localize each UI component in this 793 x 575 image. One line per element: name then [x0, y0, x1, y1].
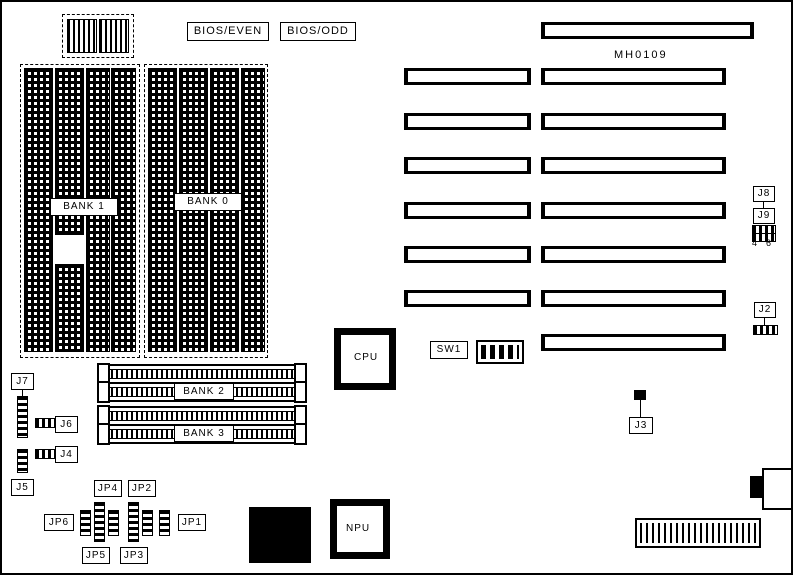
j6-pin-header [35, 418, 55, 428]
expansion-slot-6a [404, 246, 531, 263]
expansion-slot-5a [404, 202, 531, 219]
label-j2: J2 [754, 302, 776, 318]
label-npu: NPU [346, 523, 371, 534]
expansion-slot-4a [404, 157, 531, 174]
expansion-slot-8 [541, 334, 726, 351]
label-jp3: JP3 [120, 547, 148, 564]
expansion-slot-3a [404, 113, 531, 130]
j2-pin-header [753, 325, 778, 335]
jp5-pin-header [94, 502, 105, 542]
label-jp5: JP5 [82, 547, 110, 564]
label-jp1: JP1 [178, 514, 206, 531]
expansion-slot-7a [404, 290, 531, 307]
jp3-pin-header [128, 502, 139, 542]
expansion-slot-7b [541, 290, 726, 307]
jp4-pin-header [108, 510, 119, 536]
bank0-chip-col-4 [241, 68, 265, 352]
expansion-slot-4b [541, 157, 726, 174]
bios-socket-even-top [67, 19, 97, 53]
bank1-chip-col-1 [24, 68, 53, 352]
label-bios-odd: BIOS/ODD [280, 22, 356, 41]
bios-socket-odd-top [99, 19, 129, 53]
label-j6: J6 [55, 416, 78, 433]
label-j3: J3 [629, 417, 653, 434]
label-jp4: JP4 [94, 480, 122, 497]
label-bank3: BANK 3 [174, 425, 234, 442]
j3-pin-pair [634, 390, 646, 400]
label-bios-even: BIOS/EVEN [187, 22, 269, 41]
bank1-chip-col-2b [55, 264, 84, 352]
chipset-ic [249, 507, 311, 563]
label-j4: J4 [55, 446, 78, 463]
expansion-slot-2a [404, 68, 531, 85]
bank0-chip-col-1 [148, 68, 177, 352]
expansion-slot-1 [541, 22, 754, 39]
j5-pin-header [17, 449, 28, 473]
expansion-slot-3b [541, 113, 726, 130]
label-bank2: BANK 2 [174, 383, 234, 400]
expansion-slot-6b [541, 246, 726, 263]
label-pin-4: 4 [752, 238, 758, 248]
expansion-slot-2b [541, 68, 726, 85]
label-j8: J8 [753, 186, 775, 202]
j3-lead [640, 400, 641, 417]
dip-switch-sw1[interactable] [476, 340, 524, 364]
label-j7: J7 [11, 373, 34, 390]
label-bank0: BANK 0 [174, 193, 242, 211]
bottom-edge-connector [635, 518, 761, 548]
label-j9: J9 [753, 208, 775, 224]
label-jp2: JP2 [128, 480, 156, 497]
label-j5: J5 [11, 479, 34, 496]
label-sw1: SW1 [430, 341, 468, 359]
expansion-slot-5b [541, 202, 726, 219]
label-cpu: CPU [354, 352, 379, 363]
label-bank1: BANK 1 [50, 198, 118, 216]
board-id-text: MH0109 [614, 49, 668, 61]
label-pin-6: 6 [766, 238, 772, 248]
j2-lead [764, 318, 765, 325]
j4-pin-header [35, 449, 55, 459]
j7-pin-header [17, 396, 28, 438]
jp6-pin-header [80, 510, 91, 536]
jp1-pin-header [159, 510, 170, 536]
jp2-pin-header [142, 510, 153, 536]
keyboard-connector [762, 468, 793, 510]
label-jp6: JP6 [44, 514, 74, 531]
simm-socket-row-1 [100, 364, 304, 384]
simm-socket-row-3 [100, 406, 304, 426]
